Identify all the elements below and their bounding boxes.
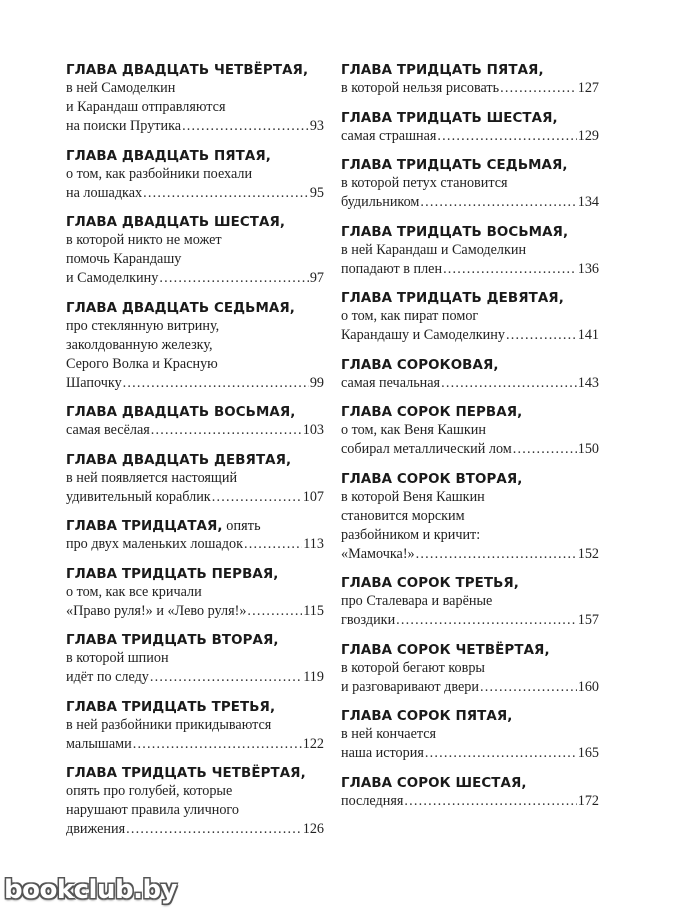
chapter-description-inline: опять <box>222 518 261 534</box>
page-number: 160 <box>577 678 599 695</box>
chapter-description-line: Серого Волка и Красную <box>66 355 218 372</box>
chapter-description-line: нарушают правила уличного <box>66 802 239 818</box>
chapter-description-line: Шапочку <box>66 374 122 391</box>
chapter-title: ГЛАВА ТРИДЦАТЬ ДЕВЯТАЯ, <box>341 291 564 306</box>
toc-column-right <box>341 62 599 822</box>
chapter-description-line: о том, как все кричали <box>66 583 202 600</box>
chapter-title: ГЛАВА ДВАДЦАТЬ ЧЕТВЁРТАЯ, <box>66 63 309 78</box>
chapter-description-line: попадают в плен <box>341 260 443 277</box>
chapter-heading <box>341 357 599 374</box>
chapter-description-line: в ней появляется настоящий <box>66 469 238 486</box>
dot-leader <box>443 260 577 279</box>
chapter-heading <box>341 575 599 592</box>
dot-leader <box>437 127 576 146</box>
dot-leader <box>123 374 309 393</box>
dot-leader <box>143 184 309 203</box>
chapter-title: ГЛАВА ТРИДЦАТЬ ВТОРАЯ, <box>66 633 279 648</box>
chapter-title: ГЛАВА СОРОК ПЯТАЯ, <box>341 709 513 724</box>
dot-leader <box>513 440 577 459</box>
page-number: 97 <box>309 270 324 286</box>
chapter-last-line <box>341 611 599 630</box>
chapter-description-line: в ней Самоделкин <box>66 80 176 96</box>
chapter-heading <box>66 148 324 165</box>
chapter-last-line <box>66 602 324 621</box>
toc-entry <box>341 708 599 763</box>
chapter-title: ГЛАВА ТРИДЦАТАЯ, <box>66 519 223 534</box>
chapter-heading <box>341 775 599 792</box>
chapter-description-line: будильником <box>341 194 420 210</box>
chapter-heading <box>66 699 324 716</box>
chapter-description-line: «Право руля!» и «Лево руля!» <box>66 602 247 619</box>
chapter-last-line <box>341 678 599 697</box>
chapter-description-line: идёт по следу <box>66 669 149 685</box>
chapter-title: ГЛАВА СОРОК ПЕРВАЯ, <box>341 405 523 420</box>
chapter-heading <box>341 157 599 174</box>
toc-entry <box>66 765 324 839</box>
page-number: 129 <box>577 127 599 144</box>
chapter-heading <box>341 224 599 241</box>
page-number: 103 <box>302 422 324 438</box>
page-number: 113 <box>303 536 324 552</box>
page-number: 152 <box>577 545 599 562</box>
chapter-title: ГЛАВА СОРОК ВТОРАЯ, <box>341 471 523 487</box>
toc-entry <box>341 62 599 98</box>
chapter-title: ГЛАВА ТРИДЦАТЬ ПЕРВАЯ, <box>66 566 279 582</box>
chapter-title: ГЛАВА ТРИДЦАТЬ ВОСЬМАЯ, <box>341 224 569 240</box>
chapter-description-line: и разговаривают двери <box>341 678 479 695</box>
chapter-title: ГЛАВА СОРОК ТРЕТЬЯ, <box>341 576 519 591</box>
chapter-last-line <box>66 117 324 136</box>
chapter-last-line <box>341 744 599 763</box>
chapter-last-line <box>66 269 324 288</box>
toc-entry <box>66 214 324 288</box>
toc-entry <box>341 157 599 212</box>
page-number: 141 <box>577 327 599 343</box>
chapter-description-line: удивительный кораблик <box>66 488 211 505</box>
chapter-last-line <box>341 792 599 811</box>
toc-entry <box>66 518 324 554</box>
chapter-last-line <box>341 374 599 393</box>
chapter-description-line: Карандашу и Самоделкину <box>341 327 505 343</box>
chapter-title: ГЛАВА СОРОК ШЕСТАЯ, <box>341 775 527 791</box>
dot-leader <box>247 602 302 621</box>
page-number: 122 <box>302 735 324 752</box>
chapter-last-line <box>66 820 324 839</box>
page-number: 165 <box>577 745 599 761</box>
chapter-description-line: в которой бегают ковры <box>341 659 485 676</box>
chapter-description-line: разбойником и кричит: <box>341 526 481 543</box>
chapter-description-line: в которой Веня Кашкин <box>341 488 485 505</box>
dot-leader <box>420 193 576 212</box>
chapter-description-line: самая страшная <box>341 127 437 144</box>
chapter-heading <box>341 404 599 421</box>
dot-leader <box>150 668 302 687</box>
chapter-heading <box>341 708 599 725</box>
page-number: 157 <box>577 612 599 628</box>
toc-entry <box>66 699 324 754</box>
page-number: 119 <box>303 669 324 685</box>
toc-entry <box>341 404 599 459</box>
dot-leader <box>441 374 577 393</box>
chapter-heading <box>66 632 324 649</box>
toc-entry <box>66 300 324 393</box>
chapter-last-line <box>66 535 324 554</box>
chapter-last-line <box>66 488 324 507</box>
chapter-last-line <box>341 127 599 146</box>
chapter-last-line <box>341 193 599 212</box>
chapter-last-line <box>66 374 324 393</box>
chapter-description-line: последняя <box>341 792 404 809</box>
chapter-description-line: помочь Карандашу <box>66 251 182 267</box>
dot-leader <box>126 820 302 839</box>
chapter-heading <box>66 404 324 421</box>
chapter-heading <box>341 471 599 488</box>
page-number: 172 <box>577 792 599 809</box>
chapter-description-line: самая печальная <box>341 374 441 391</box>
chapter-last-line <box>66 735 324 754</box>
chapter-description-line: движения <box>66 821 126 837</box>
page-number: 99 <box>309 374 324 391</box>
dot-leader <box>396 611 577 630</box>
chapter-title: ГЛАВА ТРИДЦАТЬ СЕДЬМАЯ, <box>341 158 568 173</box>
dot-leader <box>425 744 577 763</box>
dot-leader <box>151 421 302 440</box>
chapter-title: ГЛАВА ДВАДЦАТЬ ШЕСТАЯ, <box>66 215 286 230</box>
chapter-description-line: в которой нельзя рисовать <box>341 80 500 96</box>
toc-entry <box>341 110 599 146</box>
dot-leader <box>182 117 309 136</box>
chapter-heading <box>66 214 324 231</box>
dot-leader <box>244 535 302 554</box>
toc-entry <box>66 62 324 136</box>
toc-column-left <box>66 62 324 851</box>
toc-entry <box>66 566 324 621</box>
page-number: 136 <box>577 260 599 277</box>
toc-entry <box>341 471 599 564</box>
dot-leader <box>133 735 302 754</box>
chapter-description-line: малышами <box>66 735 132 752</box>
chapter-description-line: наша история <box>341 745 424 761</box>
chapter-title: ГЛАВА ТРИДЦАТЬ ТРЕТЬЯ, <box>66 699 276 715</box>
chapter-description-line: в ней кончается <box>341 726 437 742</box>
toc-entry <box>341 290 599 345</box>
chapter-heading <box>66 566 324 583</box>
dot-leader <box>404 792 576 811</box>
dot-leader <box>506 326 577 345</box>
chapter-description-line: становится морским <box>341 507 465 524</box>
chapter-last-line <box>66 668 324 687</box>
dot-leader <box>416 545 577 564</box>
chapter-description-line: в ней Карандаш и Самоделкин <box>341 241 527 258</box>
chapter-description-line: про двух маленьких лошадок <box>66 536 243 552</box>
chapter-last-line <box>341 545 599 564</box>
chapter-heading <box>66 452 324 469</box>
page-number: 126 <box>302 821 324 837</box>
toc-entry <box>66 148 324 203</box>
dot-leader <box>159 269 308 288</box>
chapter-description-line: и Карандаш отправляются <box>66 99 226 115</box>
chapter-description-line: в которой петух становится <box>341 175 508 191</box>
page-number: 93 <box>309 118 324 134</box>
chapter-description-line: про Сталевара и варёные <box>341 593 493 609</box>
toc-entry <box>341 642 599 697</box>
chapter-description-line: на поиски Прутика <box>66 118 182 134</box>
page-number: 115 <box>303 602 324 619</box>
chapter-last-line <box>341 79 599 98</box>
chapter-last-line <box>341 260 599 279</box>
chapter-heading <box>341 642 599 659</box>
chapter-description-line: на лошадках <box>66 184 143 201</box>
chapter-description-line: о том, как Веня Кашкин <box>341 422 486 438</box>
chapter-description-line: гвоздики <box>341 612 396 628</box>
chapter-description-line: «Мамочка!» <box>341 545 415 562</box>
chapter-description-line: о том, как пират помог <box>341 308 479 324</box>
chapter-last-line <box>341 440 599 459</box>
chapter-description-line: заколдованную железку, <box>66 336 213 353</box>
chapter-heading <box>341 290 599 307</box>
toc-entry <box>341 775 599 811</box>
toc-entry <box>341 357 599 393</box>
chapter-description-line: опять про голубей, которые <box>66 783 233 799</box>
page-number: 95 <box>309 184 324 201</box>
dot-leader <box>480 678 577 697</box>
chapter-title: ГЛАВА ДВАДЦАТЬ СЕДЬМАЯ, <box>66 300 295 316</box>
chapter-title: ГЛАВА СОРОКОВАЯ, <box>341 357 499 373</box>
chapter-description-line: в ней разбойники прикидываются <box>66 716 272 733</box>
chapter-last-line <box>66 184 324 203</box>
chapter-title: ГЛАВА ТРИДЦАТЬ ШЕСТАЯ, <box>341 110 558 126</box>
chapter-description-line: и Самоделкину <box>66 270 159 286</box>
chapter-description-line: про стеклянную витрину, <box>66 317 220 334</box>
chapter-title: ГЛАВА ТРИДЦАТЬ ЧЕТВЁРТАЯ, <box>66 766 306 781</box>
watermark: bookclub.by <box>4 875 178 905</box>
chapter-description-line: в которой никто не может <box>66 232 222 248</box>
chapter-heading <box>341 62 599 79</box>
chapter-heading <box>341 110 599 127</box>
chapter-description-line: собирал металлический лом <box>341 441 512 457</box>
chapter-heading <box>66 300 324 317</box>
chapter-heading <box>66 765 324 782</box>
page-number: 143 <box>577 374 599 391</box>
toc-entry <box>341 575 599 630</box>
chapter-title: ГЛАВА ТРИДЦАТЬ ПЯТАЯ, <box>341 63 544 78</box>
toc-entry <box>66 632 324 687</box>
chapter-description-line: самая весёлая <box>66 422 150 438</box>
chapter-title: ГЛАВА ДВАДЦАТЬ ДЕВЯТАЯ, <box>66 452 292 468</box>
toc-entry <box>66 452 324 507</box>
dot-leader <box>500 79 577 98</box>
chapter-heading <box>66 62 324 79</box>
page-number: 150 <box>577 441 599 457</box>
chapter-heading <box>66 518 324 535</box>
chapter-title: ГЛАВА ДВАДЦАТЬ ВОСЬМАЯ, <box>66 405 296 420</box>
chapter-title: ГЛАВА СОРОК ЧЕТВЁРТАЯ, <box>341 642 550 658</box>
page-number: 134 <box>577 194 599 210</box>
page-number: 127 <box>577 80 599 96</box>
dot-leader <box>212 488 302 507</box>
chapter-last-line <box>66 421 324 440</box>
chapter-last-line <box>341 326 599 345</box>
toc-entry <box>66 404 324 440</box>
chapter-description-line: о том, как разбойники поехали <box>66 165 253 182</box>
chapter-description-line: в которой шпион <box>66 650 169 666</box>
page-number: 107 <box>302 488 324 505</box>
toc-entry <box>341 224 599 279</box>
chapter-title: ГЛАВА ДВАДЦАТЬ ПЯТАЯ, <box>66 148 271 164</box>
